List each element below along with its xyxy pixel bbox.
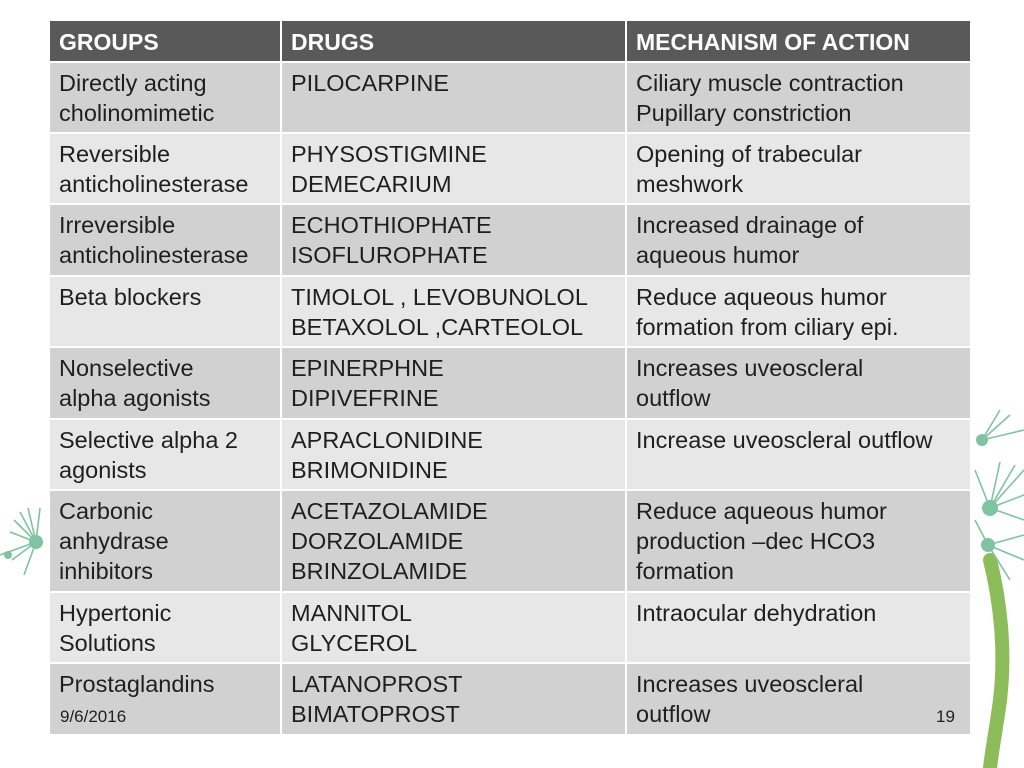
cell-drugs: LATANOPROST BIMATOPROST <box>281 663 626 735</box>
cell-group: Hypertonic Solutions <box>49 592 281 663</box>
header-groups: GROUPS <box>49 20 281 62</box>
table-row <box>49 204 971 276</box>
cell-group: Reversible anticholinesterase <box>49 133 281 204</box>
drug-table <box>48 19 972 736</box>
cell-mechanism: Reduce aqueous humor formation from ciliary epi. <box>626 276 971 347</box>
cell-mechanism: Intraocular dehydration <box>626 592 971 663</box>
cell-drugs: PILOCARPINE <box>281 62 626 133</box>
cell-mechanism: Ciliary muscle contraction Pupillary constriction <box>626 62 971 133</box>
table-row <box>49 592 971 663</box>
cell-group: Irreversible anticholinesterase <box>49 204 281 276</box>
header-drugs: DRUGS <box>281 20 626 62</box>
cell-group: Beta blockers <box>49 276 281 347</box>
table-row <box>49 347 971 419</box>
cell-drugs: APRACLONIDINE BRIMONIDINE <box>281 419 626 490</box>
cell-drugs: ECHOTHIOPHATE ISOFLUROPHATE <box>281 204 626 276</box>
cell-drugs: TIMOLOL , LEVOBUNOLOL BETAXOLOL ,CARTEOLOL <box>281 276 626 347</box>
cell-mechanism: Increase uveoscleral outflow <box>626 419 971 490</box>
cell-drugs: PHYSOSTIGMINE DEMECARIUM <box>281 133 626 204</box>
cell-drugs: ACETAZOLAMIDE DORZOLAMIDE BRINZOLAMIDE <box>281 490 626 592</box>
table-row <box>49 490 971 592</box>
cell-mechanism: Reduce aqueous humor production –dec HCO3 formation <box>626 490 971 592</box>
cell-mechanism: Increases uveoscleral outflow <box>626 663 971 735</box>
cell-group: Directly acting cholinomimetic <box>49 62 281 133</box>
cell-group: Prostaglandins <box>49 663 281 735</box>
cell-mechanism: Opening of trabecular meshwork <box>626 133 971 204</box>
footer-date: 9/6/2016 <box>60 707 127 726</box>
header-mechanism: MECHANISM OF ACTION <box>626 20 971 62</box>
table-row <box>49 133 971 204</box>
cell-group: Nonselective alpha agonists <box>49 347 281 419</box>
cell-mechanism: Increased drainage of aqueous humor <box>626 204 971 276</box>
right-seed-heads <box>975 410 1024 580</box>
cell-drugs: MANNITOL GLYCEROL <box>281 592 626 663</box>
right-stem <box>990 560 1002 768</box>
cell-mechanism: Increases uveoscleral outflow <box>626 347 971 419</box>
cell-group: Selective alpha 2 agonists <box>49 419 281 490</box>
table-row <box>49 276 971 347</box>
cell-drugs: EPINERPHNE DIPIVEFRINE <box>281 347 626 419</box>
left-seed-dot <box>29 535 43 549</box>
table-row <box>49 663 971 735</box>
page-number: 19 <box>936 707 955 726</box>
table-row <box>49 62 971 133</box>
table-header-row <box>49 20 971 62</box>
table-row <box>49 419 971 490</box>
left-seed-head <box>0 508 40 575</box>
cell-group: Carbonic anhydrase inhibitors <box>49 490 281 592</box>
